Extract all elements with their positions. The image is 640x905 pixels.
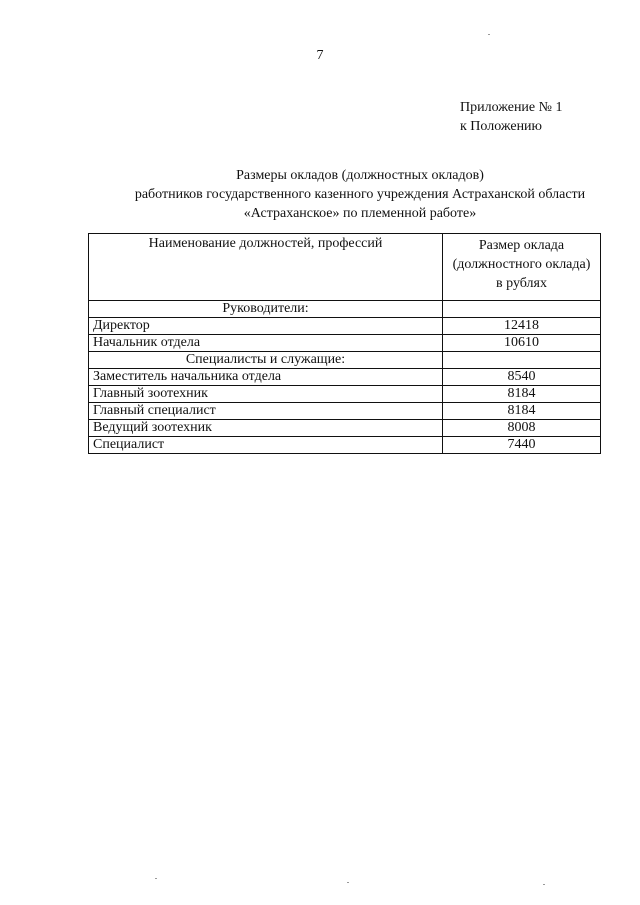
appendix-reference (460, 98, 563, 136)
salary-cell: 8540 (443, 369, 601, 386)
table-row (89, 403, 601, 420)
scan-speck (543, 884, 545, 885)
group-name: Специалисты и служащие: (89, 352, 443, 369)
position-cell: Заместитель начальника отдела (89, 369, 443, 386)
page-number: 7 (316, 48, 324, 63)
salary-cell: 12418 (443, 318, 601, 335)
group-row (89, 301, 601, 318)
table-row (89, 369, 601, 386)
document-title (80, 166, 640, 223)
position-cell: Специалист (89, 437, 443, 454)
salary-cell: 8184 (443, 403, 601, 420)
table-row (89, 335, 601, 352)
position-cell: Главный специалист (89, 403, 443, 420)
header-salary-line-2: (должностного оклада) (452, 257, 591, 272)
position-cell: Главный зоотехник (89, 386, 443, 403)
salary-cell: 10610 (443, 335, 601, 352)
table-header-row (89, 234, 601, 301)
table-row (89, 386, 601, 403)
appendix-line-1: Приложение № 1 (460, 100, 563, 115)
table-row (89, 318, 601, 335)
scan-speck (155, 878, 157, 879)
appendix-line-2: к Положению (460, 119, 543, 134)
title-line-2: работников государственного казенного учреждения Астраханской области (134, 187, 586, 202)
salary-table (88, 233, 601, 454)
header-salary (443, 234, 601, 301)
group-blank-cell (443, 352, 601, 369)
salary-cell: 7440 (443, 437, 601, 454)
table-row (89, 437, 601, 454)
position-cell: Директор (89, 318, 443, 335)
salary-cell: 8184 (443, 386, 601, 403)
table-row (89, 420, 601, 437)
group-name: Руководители: (89, 301, 443, 318)
header-salary-line-1: Размер оклада (478, 238, 565, 253)
position-cell: Начальник отдела (89, 335, 443, 352)
scan-speck (347, 882, 349, 883)
title-line-1: Размеры окладов (должностных окладов) (236, 168, 484, 183)
group-blank-cell (443, 301, 601, 318)
group-row (89, 352, 601, 369)
header-position: Наименование должностей, профессий (89, 234, 443, 301)
salary-cell: 8008 (443, 420, 601, 437)
title-line-3: «Астраханское» по племенной работе» (243, 206, 477, 221)
header-salary-line-3: в рублях (496, 276, 547, 291)
position-cell: Ведущий зоотехник (89, 420, 443, 437)
scan-speck (488, 34, 490, 35)
